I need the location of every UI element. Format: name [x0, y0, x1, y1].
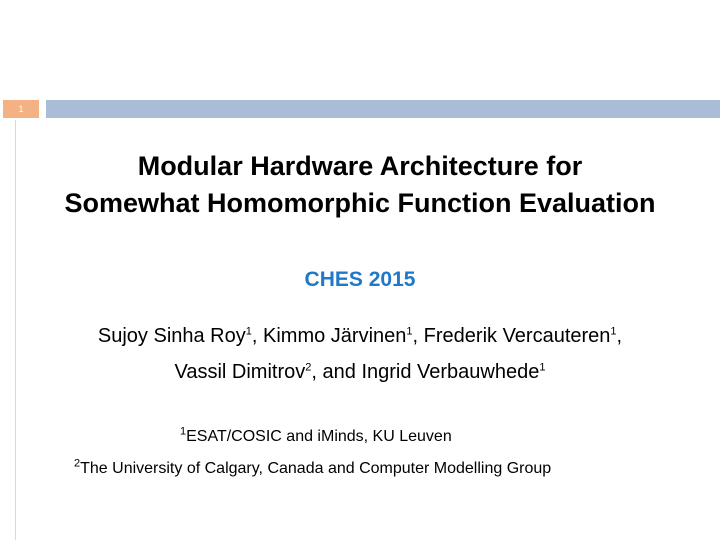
slide-number: 1 — [3, 100, 39, 118]
affiliation-mark: 1 — [406, 325, 413, 338]
header-bar — [0, 98, 720, 120]
top-accent-bar — [46, 100, 720, 118]
affiliation-mark: 2 — [305, 361, 312, 374]
affiliation-text: ESAT/COSIC and iMinds, KU Leuven — [186, 428, 452, 445]
affiliation-mark: 1 — [180, 425, 187, 438]
affiliation-mark: 1 — [610, 325, 617, 338]
author-line-2 — [0, 354, 720, 390]
author-name: Vassil Dimitrov — [174, 361, 306, 383]
affiliation-mark: 2 — [74, 457, 81, 470]
author-name: Kimmo Järvinen — [263, 325, 407, 347]
affiliation-mark: 1 — [245, 325, 252, 338]
author-list — [0, 318, 720, 390]
author-line-1 — [0, 318, 720, 354]
author-name: Sujoy Sinha Roy — [97, 325, 246, 347]
separator: , and — [311, 361, 362, 383]
title-line-2: Somewhat Homomorphic Function Evaluation — [64, 188, 656, 218]
author-name: Ingrid Verbauwhede — [361, 361, 540, 383]
affiliation-text: The University of Calgary, Canada and Computer Modelling Group — [80, 460, 552, 477]
affiliation-mark: 1 — [539, 361, 546, 374]
title-line-1: Modular Hardware Architecture for — [137, 151, 583, 181]
separator: , — [412, 325, 424, 347]
slide-title — [0, 148, 720, 222]
affiliation-1 — [180, 425, 452, 446]
author-name: Frederik Vercauteren — [423, 325, 611, 347]
separator: , — [251, 325, 264, 347]
separator: , — [616, 325, 623, 347]
affiliation-2 — [74, 457, 552, 478]
venue-label: CHES 2015 — [304, 268, 416, 291]
